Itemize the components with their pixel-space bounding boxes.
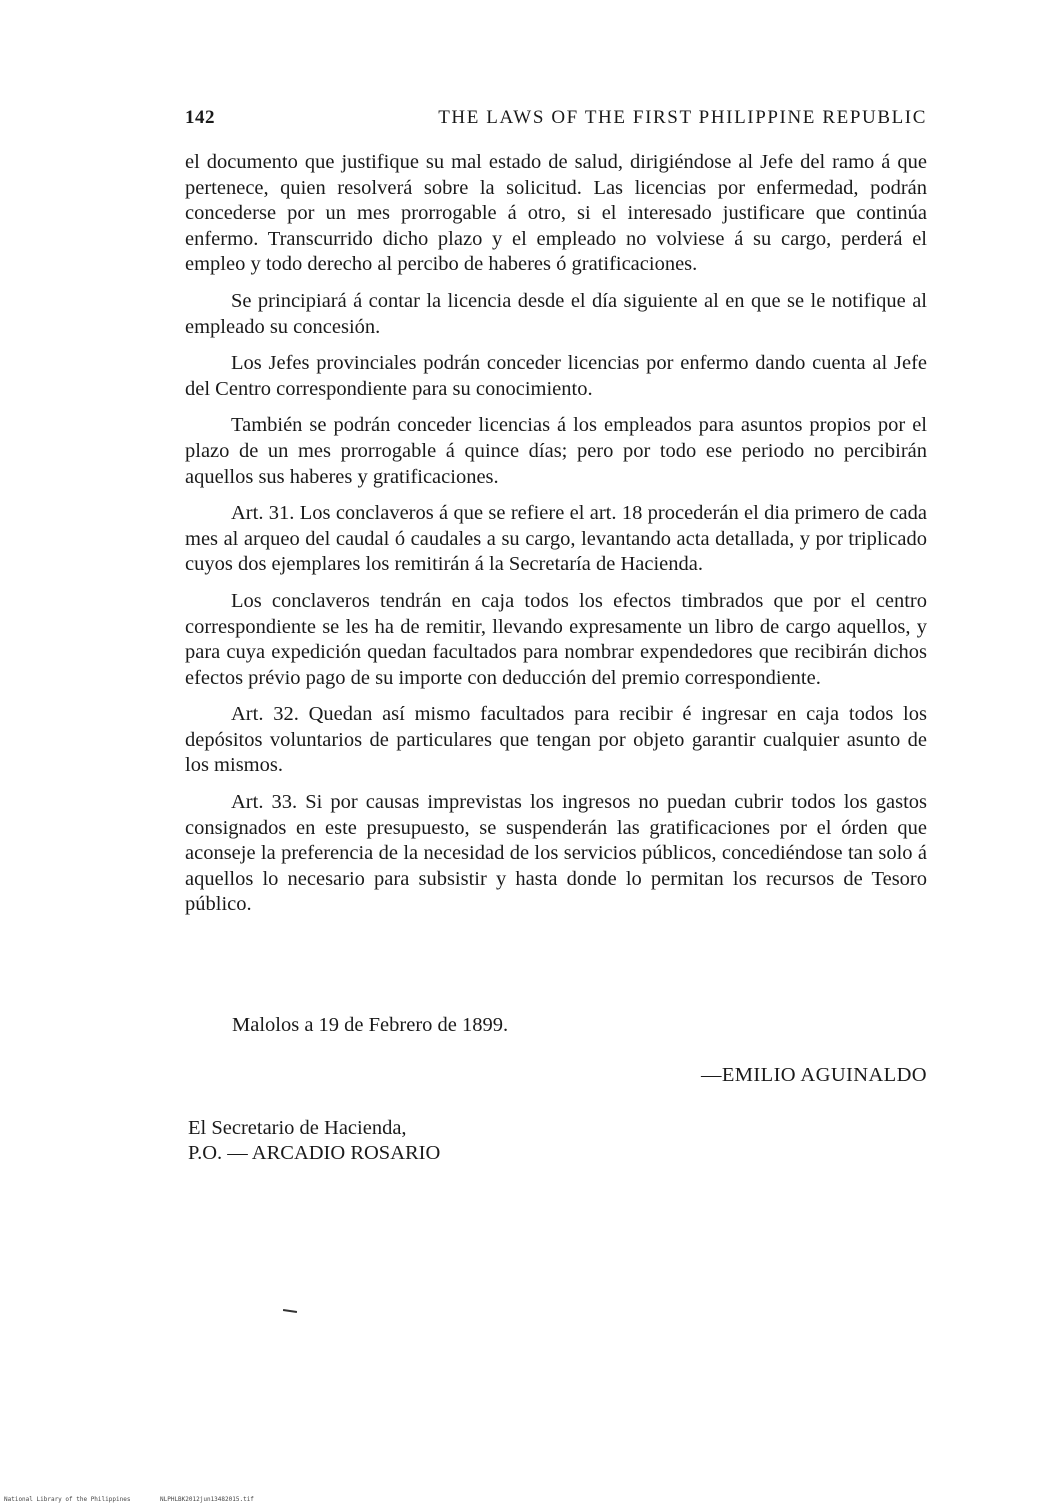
paragraph: Se principiará á contar la licencia desde el día siguiente al en que se le notifique al empleado su concesión. <box>185 289 927 338</box>
secretary-title: El Secretario de Hacienda, <box>188 1117 407 1139</box>
paragraph: el documento que justifique su mal estado de salud, dirigiéndose al Jefe del ramo á que pertenece, quien resolverá sobre la solicitud. Las licencias por enfermedad, podrán concederse por un mes prorrogable á otro, si el interesado justificare que continúa enfermo. Transcurrido dicho plazo y el empleado no volviese á su cargo, perderá el empleo y todo derecho al percibo de haberes ó gratificaciones. <box>185 151 927 276</box>
page-header <box>185 107 927 137</box>
paragraph: Los conclaveros tendrán en caja todos los efectos timbrados que por el centro correspondiente se les ha de remitir, llevando expresamente un libro de cargo aquellos, y para cuya expedición quedan facultados para nombrar expendedores que recibirán dichos efectos prévio pago de su importe con deducción del premio correspondiente. <box>185 589 927 689</box>
paragraph: También se podrán conceder licencias á los empleados para asuntos propios por el plazo de un mes prorrogable á quince días; pero por todo ese periodo no percibirán aquellos sus haberes y gratificaciones. <box>185 414 927 488</box>
article-31-paragraph: Art. 31. Los conclaveros á que se refiere el art. 18 procederán el dia primero de cada mes al arqueo del caudal ó caudales a su cargo, levantando acta detallada, y por triplicado cuyos dos ejemplares los remitirán á la Secretaría de Hacienda. <box>185 502 927 576</box>
body-text <box>185 150 927 929</box>
signature: —EMILIO AGUINALDO <box>700 1064 927 1086</box>
running-title: THE LAWS OF THE FIRST PHILIPPINE REPUBLIC <box>438 107 927 128</box>
secretary-name: P.O. — ARCADIO ROSARIO <box>188 1142 441 1164</box>
article-32-paragraph: Art. 32. Quedan así mismo facultados para recibir é ingresar en caja todos los depósitos voluntarios de particulares que tengan por objeto garantir cualquier asunto de los mismos. <box>185 703 927 777</box>
article-33-paragraph: Art. 33. Si por causas imprevistas los ingresos no puedan cubrir todos los gastos consignados en este presupuesto, se suspenderán las gratificaciones por el órden que aconseje la preferencia de la necesidad de los servicios públicos, concediéndose tan solo á aquellos lo necesario para subsistir y hasta donde lo permitan los recursos de Tesoro público. <box>185 791 927 916</box>
footer-library: National Library of the Philippines <box>4 1496 131 1503</box>
page-number: 142 <box>185 107 215 128</box>
scan-speck <box>283 1309 297 1313</box>
paragraph: Los Jefes provinciales podrán conceder licencias por enfermo dando cuenta al Jefe del Centro correspondiente para su conocimiento. <box>185 352 927 400</box>
footer-file-id: NLPHLBK2012jun13482015.tif <box>160 1496 254 1503</box>
secretary-block <box>188 1116 440 1166</box>
date-line: Malolos a 19 de Febrero de 1899. <box>232 1014 509 1036</box>
